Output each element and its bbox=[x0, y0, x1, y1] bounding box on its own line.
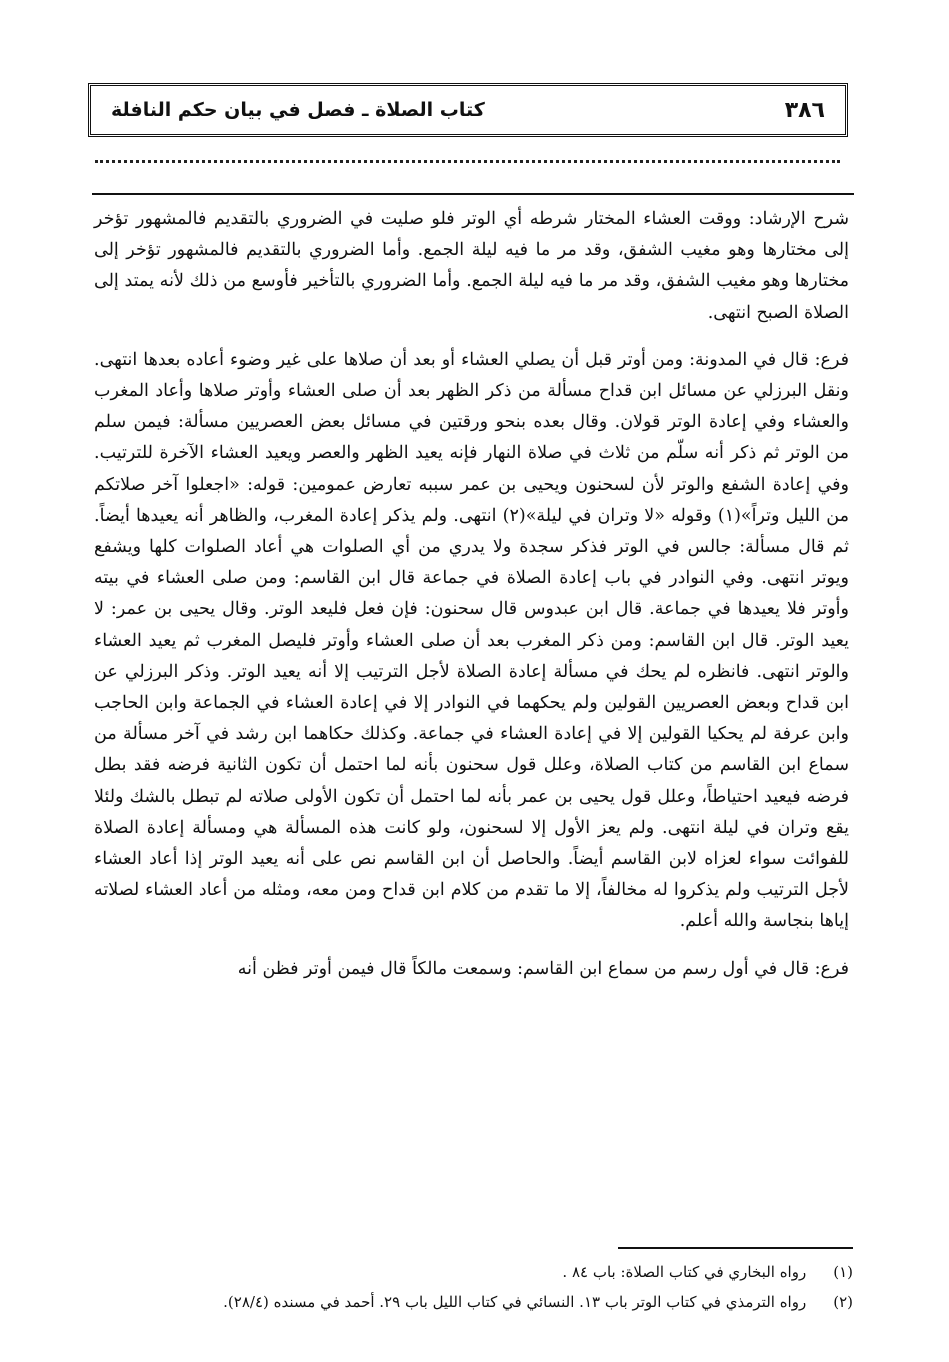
footnote bbox=[94, 1287, 853, 1317]
footnote bbox=[94, 1257, 853, 1287]
footnote-text: رواه البخاري في كتاب الصلاة: باب ٨٤ . bbox=[562, 1263, 807, 1281]
page-header bbox=[88, 83, 848, 137]
paragraph-far-mudawwana: فرع: قال في المدونة: ومن أوتر قبل أن يصلي العشاء أو بعد أن صلاها على غير وضوء أعاده بعدها انتهى. ونقل البرزلي عن مسائل ابن قداح مسألة من ذكر الظهر بعد أن صلى العشاء وأوتر صلاها وأعاد المغرب والعشاء وفي إعادة الوتر قولان. وقال بعده بنحو ورقتين في مسائل بعض العصريين مسألة: فيمن سلم من الوتر ثم ذكر أنه سلّم من ثلاث في صلاة النهار فإنه يعيد الظهر والعصر ويعيد العشاء الآخرة للترتيب. وفي إعادة الشفع والوتر لأن لسحنون ويحيى بن عمر سببه تعارض عمومين: قوله: «اجعلوا آخر صلاتكم من الليل وتراً»(١) وقوله «لا وتران في ليلة»(٢) انتهى. ولم يذكر إعادة المغرب، والظاهر أنه يعيدها أيضاً. ثم قال مسألة: جالس في الوتر فذكر سجدة ولا يدري من أي الصلوات هي أعاد الصلوات كلها ويشفع ويوتر انتهى. وفي النوادر في باب إعادة الصلاة في جماعة قال ابن القاسم: ومن صلى العشاء في بيته وأوتر فلا يعيدها في جماعة. قال ابن عبدوس قال سحنون: فإن فعل فليعد الوتر. وقال يحيى بن عمر: لا يعيد الوتر. قال ابن القاسم: ومن ذكر المغرب بعد أن صلى العشاء وأوتر فليصل المغرب ثم يعيد العشاء والوتر انتهى. فانظره لم يحك في مسألة إعادة الصلاة لأجل الترتيب إلا أنه يعيد الوتر. وذكر البرزلي عن ابن قداح وبعض العصريين القولين ولم يحكهما في النوادر إلا في إعادة العشاء في الجماعة وابن الحاجب وابن عرفة لم يحكيا القولين إلا في إعادة العشاء في جماعة. وكذلك حكاهما ابن رشد في آخر مسألة من سماع ابن القاسم من كتاب الصلاة، وعلل قول سحنون بأنه لما احتمل أن تكون الثانية فرضه فقد بطل فرضه فيعيد احتياطاً، وعلل قول يحيى بن عمر بأنه لما احتمل أن تكون الأولى صلاته لم تبطل بالشك ولئلا يقع وتران في ليلة انتهى. ولم يعز الأول إلا لسحنون، ولو كانت هذه المسألة هي ومسألة إعادة الصلاة للفوائت سواء لعزاه لابن القاسم أيضاً. والحاصل أن ابن القاسم نص على أنه يعيد الوتر إذا أعاد العشاء لأجل الترتيب ولم يذكروا له مخالفاً، إلا ما تقدم من كلام ابن قداح ومن معه، ومثله من أعاد العشاء لصلاته إياها بنجاسة والله أعلم. bbox=[94, 349, 849, 932]
main-text bbox=[94, 204, 849, 985]
footnote-rule bbox=[618, 1247, 853, 1249]
footnote-number: (٢) bbox=[833, 1293, 853, 1311]
paragraph-far-sama: فرع: قال في أول رسم من سماع ابن القاسم: وسمعت مالكاً قال فيمن أوتر فظن أنه bbox=[237, 958, 849, 979]
dotted-separator bbox=[95, 160, 840, 163]
footnote-text: رواه الترمذي في كتاب الوتر باب ١٣. النسائي في كتاب الليل باب ٢٩. أحمد في مسنده (٢٨/٤). bbox=[223, 1293, 807, 1311]
footnotes bbox=[94, 1257, 853, 1317]
paragraph-sharh: شرح الإرشاد: ووقت العشاء المختار شرطه أي الوتر فلو صليت في الضروري بالتقديم فالمشهور تؤخر إلى مختارها وهو مغيب الشفق، وقد مر ما فيه ليلة الجمع. وأما الضروري بالتقديم فالمشهور تؤخر إلى مختارها وهو مغيب الشفق، وقد مر ما فيه ليلة الجمع. وأما الضروري بالتأخير فأوسع من ذلك لأنه يمتد إلى الصلاة الصبح انتهى. bbox=[94, 209, 849, 323]
footnote-number: (١) bbox=[833, 1263, 853, 1281]
running-title: كتاب الصلاة ـ فصل في بيان حكم النافلة bbox=[111, 99, 485, 121]
header-rule bbox=[92, 193, 854, 195]
page-number: ٣٨٦ bbox=[784, 97, 825, 123]
